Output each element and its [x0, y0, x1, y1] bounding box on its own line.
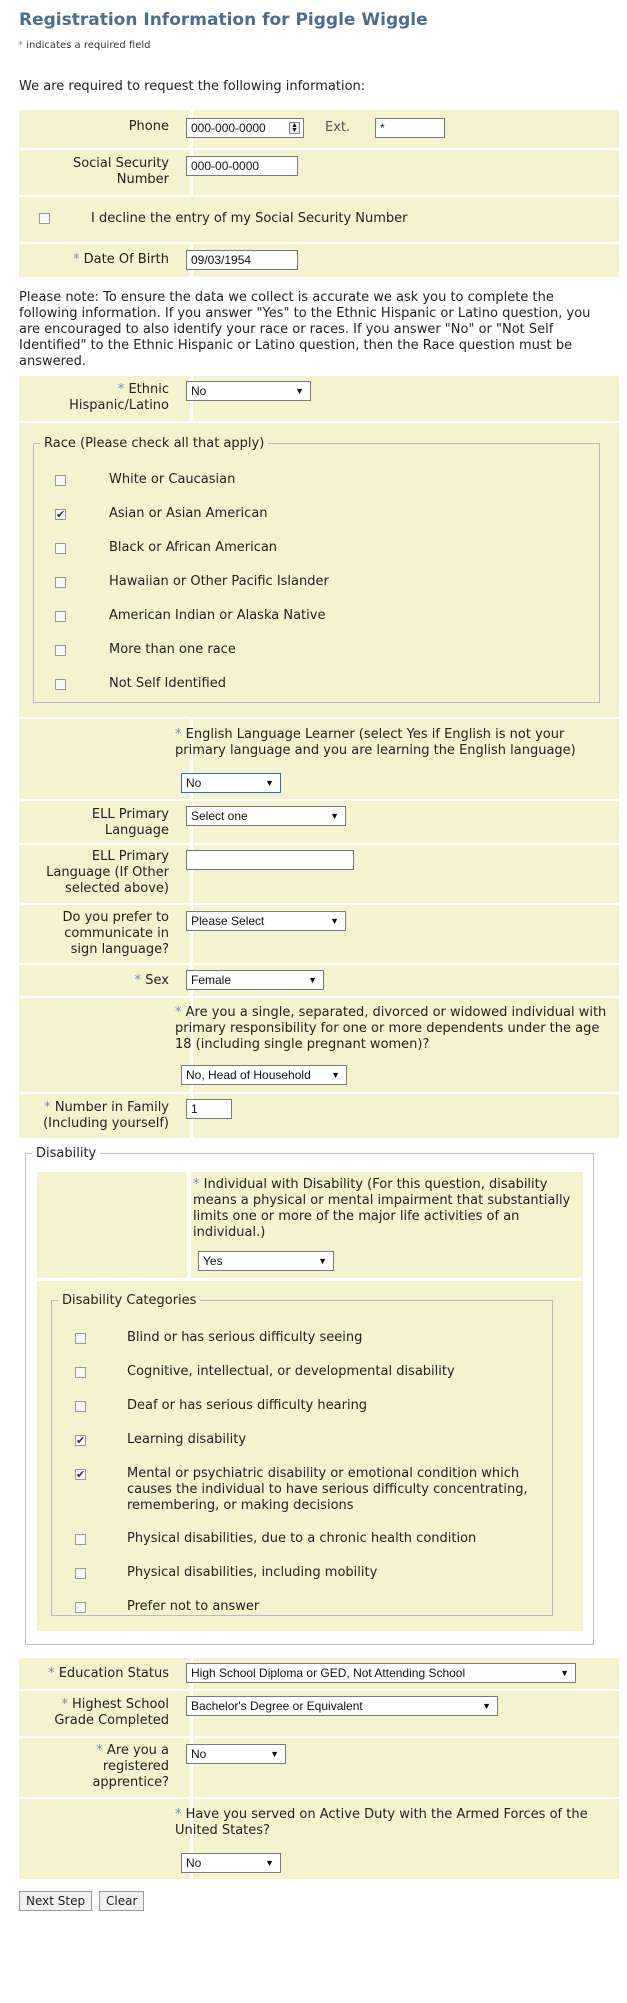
phone-row [19, 110, 619, 148]
decline-ssn-label: I decline the entry of my Social Security Number [91, 211, 408, 226]
ell-other-input[interactable] [186, 850, 354, 870]
ell-row [19, 719, 619, 799]
disability-category-checkbox[interactable]: ✔ [76, 1468, 86, 1481]
disability-category-label: Physical disabilities, due to a chronic health condition [127, 1531, 477, 1546]
ext-label: Ext. [325, 120, 351, 135]
phone-input[interactable]: 000-000-0000 ▲ ▼ [186, 118, 304, 138]
disability-category-label: Mental or psychiatric disability or emotional condition which causes the individual to have serious difficulty concentrating, remembering, or making decisions [127, 1466, 528, 1513]
race-checkbox[interactable] [55, 475, 66, 486]
ethnic-label: * Ethnic Hispanic/Latino [69, 382, 169, 413]
next-step-button[interactable]: Next Step [19, 1891, 92, 1911]
dob-input[interactable]: 09/03/1954 [186, 250, 298, 270]
race-option-label: Not Self Identified [109, 676, 226, 691]
disability-category-label: Deaf or has serious difficulty hearing [127, 1398, 368, 1413]
disability-category-label: Learning disability [127, 1432, 247, 1447]
education-select[interactable]: High School Diploma or GED, Not Attending School ▼ [186, 1663, 576, 1683]
dropdown-arrow-icon: ▼ [295, 386, 304, 396]
race-option-label: American Indian or Alaska Native [109, 608, 326, 623]
ext-input[interactable]: * [375, 118, 445, 138]
sex-row [19, 965, 619, 996]
decline-ssn-row [19, 197, 619, 242]
race-checkbox[interactable] [55, 679, 66, 690]
ssn-row [19, 150, 619, 195]
dropdown-arrow-icon: ▼ [270, 1749, 279, 1759]
education-label: * Education Status [48, 1666, 169, 1681]
disability-question: * Individual with Disability (For this question, disability means a physical or mental impairment that substantially limits one or more of the major life activities of an individual.) [193, 1177, 571, 1240]
sign-language-select[interactable]: Please Select ▼ [186, 911, 346, 931]
disability-categories-legend: Disability Categories [62, 1293, 197, 1308]
disability-legend: Disability [36, 1146, 97, 1161]
disability-question-row [37, 1172, 583, 1278]
race-option-label: Black or African American [109, 540, 278, 555]
disability-select[interactable]: Yes ▼ [198, 1251, 334, 1271]
dropdown-arrow-icon: ▼ [265, 778, 274, 788]
race-checkbox[interactable] [55, 611, 66, 622]
race-checkbox[interactable] [55, 645, 66, 656]
active-duty-row [19, 1799, 619, 1879]
sign-language-label: Do you prefer to communicate in sign language? [62, 910, 169, 957]
race-checkbox[interactable] [55, 543, 66, 554]
family-row [19, 1094, 619, 1138]
ell-primary-select[interactable]: Select one ▼ [186, 806, 346, 826]
race-option-label: White or Caucasian [109, 472, 236, 487]
dropdown-arrow-icon: ▼ [265, 1858, 274, 1868]
intro-text: We are required to request the following information: [19, 79, 366, 94]
dropdown-arrow-icon: ▼ [330, 916, 339, 926]
family-input[interactable]: 1 [186, 1099, 232, 1119]
ell-other-row [19, 845, 619, 903]
grade-select[interactable]: Bachelor's Degree or Equivalent ▼ [186, 1696, 498, 1716]
active-duty-question: * Have you served on Active Duty with the Armed Forces of the United States? [175, 1807, 588, 1838]
disability-category-checkbox[interactable] [75, 1401, 86, 1412]
disability-category-label: Cognitive, intellectual, or developmental disability [127, 1364, 455, 1379]
dropdown-arrow-icon: ▼ [331, 1070, 340, 1080]
dropdown-arrow-icon: ▼ [560, 1668, 569, 1678]
disability-category-label: Prefer not to answer [127, 1599, 260, 1614]
grade-row [19, 1691, 619, 1736]
dob-label: * Date Of Birth [73, 252, 169, 267]
sex-label: * Sex [134, 973, 169, 988]
dob-row [19, 244, 619, 277]
clear-button[interactable]: Clear [99, 1891, 144, 1911]
sex-select[interactable]: Female ▼ [186, 970, 324, 990]
ethnicity-note: Please note: To ensure the data we collect is accurate we ask you to complete the following information. If you answer "Yes" to the Ethnic Hispanic or Latino question, you are encouraged to also identify your race or races. If you answer "No" or "Not Self Identified" to the Ethnic Hispanic or Latino question, then the Race question must be answered. [19, 290, 591, 369]
apprentice-select[interactable]: No ▼ [186, 1744, 286, 1764]
disability-category-checkbox[interactable] [75, 1333, 86, 1344]
education-row [19, 1658, 619, 1689]
ell-primary-label: ELL Primary Language [91, 807, 169, 838]
dropdown-arrow-icon: ▼ [330, 811, 339, 821]
ell-primary-row [19, 801, 619, 843]
race-option-label: Hawaiian or Other Pacific Islander [109, 574, 329, 589]
decline-ssn-checkbox[interactable] [39, 213, 50, 224]
disability-category-checkbox[interactable] [75, 1568, 86, 1579]
apprentice-label: * Are you a registered apprentice? [92, 1743, 169, 1790]
disability-category-label: Blind or has serious difficulty seeing [127, 1330, 363, 1345]
sign-language-row [19, 905, 619, 963]
race-checkbox[interactable] [55, 577, 66, 588]
race-legend: Race (Please check all that apply) [44, 436, 265, 451]
page-title: Registration Information for Piggle Wiggle [19, 10, 428, 30]
ethnic-row [19, 376, 619, 421]
disability-category-checkbox[interactable] [75, 1534, 86, 1545]
ell-question: * English Language Learner (select Yes if English is not your primary language and you are learning the English language) [175, 727, 576, 758]
ssn-input[interactable]: 000-00-0000 [186, 156, 298, 176]
ethnic-select[interactable]: No ▼ [186, 381, 311, 401]
grade-label: * Highest School Grade Completed [54, 1697, 169, 1728]
dropdown-arrow-icon: ▼ [318, 1256, 327, 1266]
phone-label: Phone [128, 119, 169, 134]
head-of-household-question: * Are you a single, separated, divorced or widowed individual with primary responsibility for one or more dependents under the age 18 (including single pregnant women)? [175, 1005, 607, 1052]
head-of-household-select[interactable]: No, Head of Household ▼ [181, 1065, 347, 1085]
disability-category-checkbox[interactable] [75, 1367, 86, 1378]
dropdown-arrow-icon: ▼ [308, 975, 317, 985]
race-option-label: Asian or Asian American [109, 506, 268, 521]
ell-other-label: ELL Primary Language (If Other selected above) [46, 849, 169, 896]
family-label: * Number in Family (Including yourself) [43, 1100, 169, 1131]
disability-category-checkbox[interactable] [75, 1602, 86, 1613]
dropdown-arrow-icon: ▼ [482, 1701, 491, 1711]
disability-category-label: Physical disabilities, including mobility [127, 1565, 378, 1580]
disability-category-checkbox[interactable]: ✔ [76, 1434, 86, 1447]
head-of-household-row [19, 998, 619, 1092]
ell-select[interactable]: No ▼ [181, 773, 281, 793]
race-option-label: More than one race [109, 642, 236, 657]
apprentice-row [19, 1738, 619, 1797]
ssn-label: Social Security Number [72, 156, 169, 187]
spinner-icon[interactable]: ▲ ▼ [289, 122, 300, 134]
active-duty-select[interactable]: No ▼ [181, 1853, 281, 1873]
required-note: * indicates a required field [18, 40, 151, 51]
race-checkbox[interactable]: ✔ [56, 508, 66, 521]
